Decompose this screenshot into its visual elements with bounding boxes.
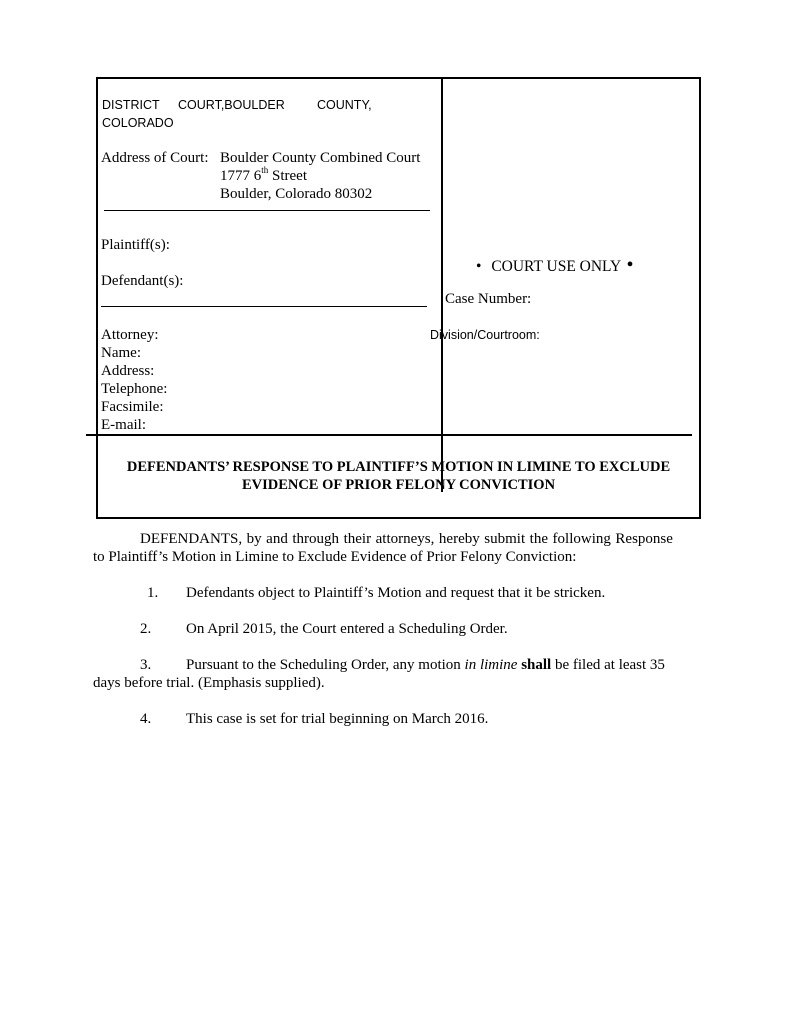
facsimile-label: Facsimile: xyxy=(101,399,164,415)
court-name-word-1: DISTRICT xyxy=(102,98,160,112)
defendant-label: Defendant(s): xyxy=(101,273,184,289)
case-number-label: Case Number: xyxy=(445,291,532,307)
intro-line-2: to Plaintiff’s Motion in Limine to Exclude Evidence of Prior Felony Conviction: xyxy=(93,549,577,565)
address-separator-line xyxy=(104,210,430,211)
list-item-number: 3. xyxy=(140,657,152,673)
box-vertical-divider xyxy=(441,77,443,492)
address-label: Address of Court: xyxy=(101,150,209,166)
list-item-text: This case is set for trial beginning on March 2016. xyxy=(186,711,489,727)
box-left-border xyxy=(96,77,98,519)
caption-title-separator xyxy=(86,434,692,436)
telephone-label: Telephone: xyxy=(101,381,168,397)
parties-separator-line xyxy=(101,306,427,307)
item3-text-bold: shall xyxy=(521,657,552,673)
list-item-text: Defendants object to Plaintiff’s Motion and request that it be stricken. xyxy=(186,585,606,601)
name-label: Name: xyxy=(101,345,141,361)
court-name-word-3: COUNTY, xyxy=(317,98,372,112)
list-item-number: 1. xyxy=(147,585,159,601)
email-label: E-mail: xyxy=(101,417,146,433)
intro-line-1: DEFENDANTS, by and through their attorneys, hereby submit the following Response xyxy=(140,531,673,547)
list-item-text-continued: days before trial. (Emphasis supplied). xyxy=(93,675,325,691)
address-line-2-street: Street xyxy=(268,168,308,184)
division-courtroom-label: Division/Courtroom: xyxy=(430,328,540,342)
list-item-number: 2. xyxy=(140,621,152,637)
address-line-2-number: 1777 6 xyxy=(220,168,262,184)
bullet-left: • xyxy=(476,258,482,275)
box-top-border xyxy=(96,77,701,79)
court-name-line2: COLORADO xyxy=(102,116,174,130)
address-line-1: Boulder County Combined Court xyxy=(220,150,421,166)
list-item-number: 4. xyxy=(140,711,152,727)
court-use-only-block xyxy=(476,254,634,276)
item3-text-before: Pursuant to the Scheduling Order, any motion xyxy=(186,657,465,673)
item3-text-italic: in limine xyxy=(464,657,518,673)
address-field-label: Address: xyxy=(101,363,155,379)
item3-text-after: be filed at least 35 xyxy=(551,657,665,673)
box-right-border xyxy=(699,77,701,519)
list-item-text: On April 2015, the Court entered a Scheduling Order. xyxy=(186,621,508,637)
court-name-word-2: COURT,BOULDER xyxy=(178,98,285,112)
attorney-label: Attorney: xyxy=(101,327,159,343)
document-title-line1: DEFENDANTS’ RESPONSE TO PLAINTIFF’S MOTION IN LIMINE TO EXCLUDE xyxy=(126,459,671,475)
bullet-right: • xyxy=(626,254,634,276)
plaintiff-label: Plaintiff(s): xyxy=(101,237,170,253)
document-title-line2: EVIDENCE OF PRIOR FELONY CONVICTION xyxy=(241,477,556,493)
box-bottom-border xyxy=(96,517,701,519)
address-line-3: Boulder, Colorado 80302 xyxy=(220,186,373,202)
address-line-2-sup: th xyxy=(261,165,269,175)
court-use-only-text: COURT USE ONLY xyxy=(491,258,621,275)
list-item-text xyxy=(186,657,665,674)
address-line-2 xyxy=(220,165,308,185)
